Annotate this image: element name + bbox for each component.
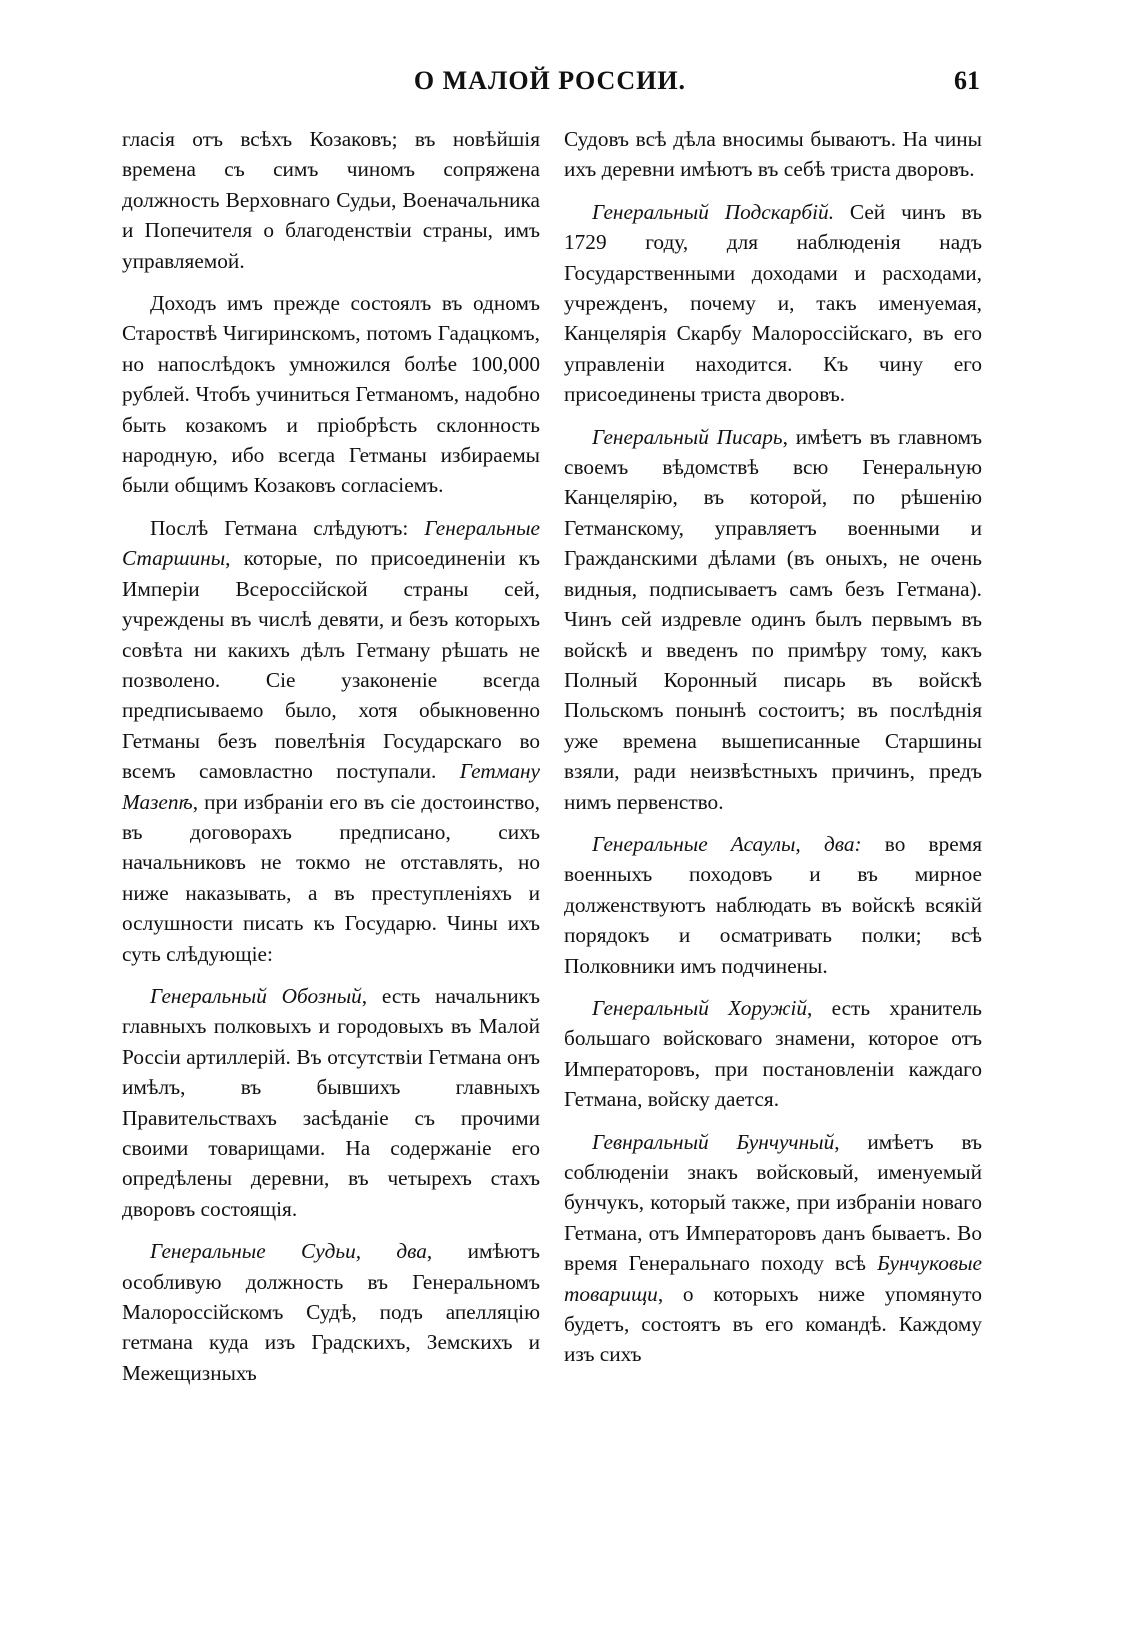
paragraph-text: Послѣ Гетмана слѣдуютъ:	[150, 515, 425, 540]
paragraph	[564, 197, 982, 410]
paragraph-text: Сей чинъ въ 1729 году, для наблюденія надъ Государственными доходами и расходами, учрежденъ, почему и, такъ именуемая, Канцелярія Скарбу Малороссійскаго, въ его управленіи находится. Къ чину его присоединены триста дворовъ.	[564, 199, 982, 407]
paragraph	[122, 1236, 540, 1388]
paragraph	[122, 124, 540, 276]
paragraph-text: , имѣетъ въ соблюденіи знакъ войсковый, именуемый бунчукъ, который также, при избраніи новаго Гетмана, отъ Императоровъ данъ бываетъ. Во время Генеральнаго походу всѣ	[564, 1129, 982, 1276]
person-name: Гетману Мазепѣ	[122, 759, 540, 814]
page-number: 61	[954, 66, 980, 95]
paragraph-text: , есть начальникъ главныхъ полковыхъ и городовыхъ въ Малой Россіи артиллерій. Въ отсутствіи Гетмана онъ имѣлъ, въ бывшихъ главныхъ Правительствахъ засѣданіе съ прочими своими товарищами. На содержаніе его опредѣлены деревни, въ четырехъ стахъ дворовъ состоящія.	[122, 983, 540, 1221]
paragraph	[122, 981, 540, 1224]
office-title: Генеральные Судьи, два	[150, 1239, 427, 1264]
office-title: Генеральный Писарь	[592, 424, 783, 449]
office-title: Генеральные Старшины	[122, 515, 540, 571]
paragraph	[564, 422, 982, 817]
paragraph-text: , при избраніи его въ сіе достоинство, въ договорахъ предписано, сихъ начальниковъ не токмо не отставлять, но ниже наказывать, а въ преступленіяхъ и ослушности писать къ Государю. Чины ихъ суть слѣдующіе:	[122, 789, 540, 966]
office-title: Гевнральный Бунчучный	[592, 1129, 835, 1154]
paragraph-text: Доходъ имъ прежде состоялъ въ одномъ Староствѣ Чигиринскомъ, потомъ Гадацкомъ, но напослѣдокъ умножился болѣе 100,000 рублей. Чтобъ учиниться Гетманомъ, надобно быть козакомъ и пріобрѣсть склонность народную, ибо всегда Гетманы избираемы были общимъ Козаковъ согласіемъ.	[122, 291, 540, 498]
office-title: Генеральный Подскарбій.	[592, 199, 835, 224]
running-title: О МАЛОЙ РОССИИ.	[413, 66, 687, 95]
paragraph	[122, 288, 540, 501]
paragraph-text: , о которыхъ ниже упомянуто будетъ, состоятъ въ его командѣ. Каждому изъ сихъ	[564, 1281, 982, 1367]
paragraph-text: гласія отъ всѣхъ Козаковъ; въ новѣйшія времена съ симъ чиномъ сопряжена должность Верховнаго Судьи, Военачальника и Попечителя о благоденствіи страны, имъ управляемой.	[122, 127, 540, 273]
right-column	[564, 124, 982, 1382]
office-title: Бунчуковые товарищи	[564, 1251, 982, 1306]
paragraph	[564, 993, 982, 1115]
left-column	[122, 124, 540, 1400]
paragraph-text: , которые, по присоединеніи къ Имперіи Всероссійской страны сей, учреждены въ числѣ девяти, и безъ которыхъ совѣта ни какихъ дѣлъ Гетману рѣшать не позволено. Сіе узаконеніе всегда предписываемо было, хотя обыкновенно Гетманы безъ повелѣнія Государскаго во всемъ самовластно поступали.	[122, 546, 540, 784]
paragraph-text: , имѣетъ въ главномъ своемъ вѣдомствѣ всю Генеральную Канцелярію, въ которой, по рѣшенію Гетманскому, управляетъ военными и Гражданскими дѣлами (въ оныхъ, не очень видныя, подписываетъ самъ безъ Гетмана). Чинъ сей издревле одинъ былъ первымъ въ войскѣ и введенъ по примѣру тому, какъ Полный Коронный писарь въ войскѣ Польскомъ понынѣ состоитъ; въ послѣднія уже времена вышеписанные Старшины взяли, ради неизвѣстныхъ причинъ, предъ нимъ первенство.	[564, 424, 982, 814]
paragraph	[564, 124, 982, 185]
paragraph	[564, 829, 982, 981]
paragraph-text: , имѣютъ особливую должность въ Генеральномъ Малороссійскомъ Судѣ, подъ апелляцію гетмана куда изъ Градскихъ, Земскихъ и Межещизныхъ	[122, 1239, 540, 1385]
paragraph-text: Судовъ всѣ дѣла вносимы бываютъ. На чины ихъ деревни имѣютъ въ себѣ триста дворовъ.	[564, 127, 982, 182]
office-title: Генеральные Асаулы, два:	[592, 831, 862, 856]
page-header	[120, 66, 980, 110]
office-title: Генеральный Хоружій	[592, 995, 808, 1020]
paragraph-text: , есть хранитель большаго войсковаго знамени, которое отъ Императоровъ, при постановленіи каждаго Гетмана, войску дается.	[564, 995, 982, 1112]
paragraph	[564, 1127, 982, 1370]
paragraph-text: во время военныхъ походовъ и въ мирное долженствуютъ наблюдать въ войскѣ всякій порядокъ и осматривать полки; всѣ Полковники имъ подчинены.	[564, 831, 982, 978]
paragraph	[122, 513, 540, 969]
office-title: Генеральный Обозный	[150, 983, 362, 1008]
